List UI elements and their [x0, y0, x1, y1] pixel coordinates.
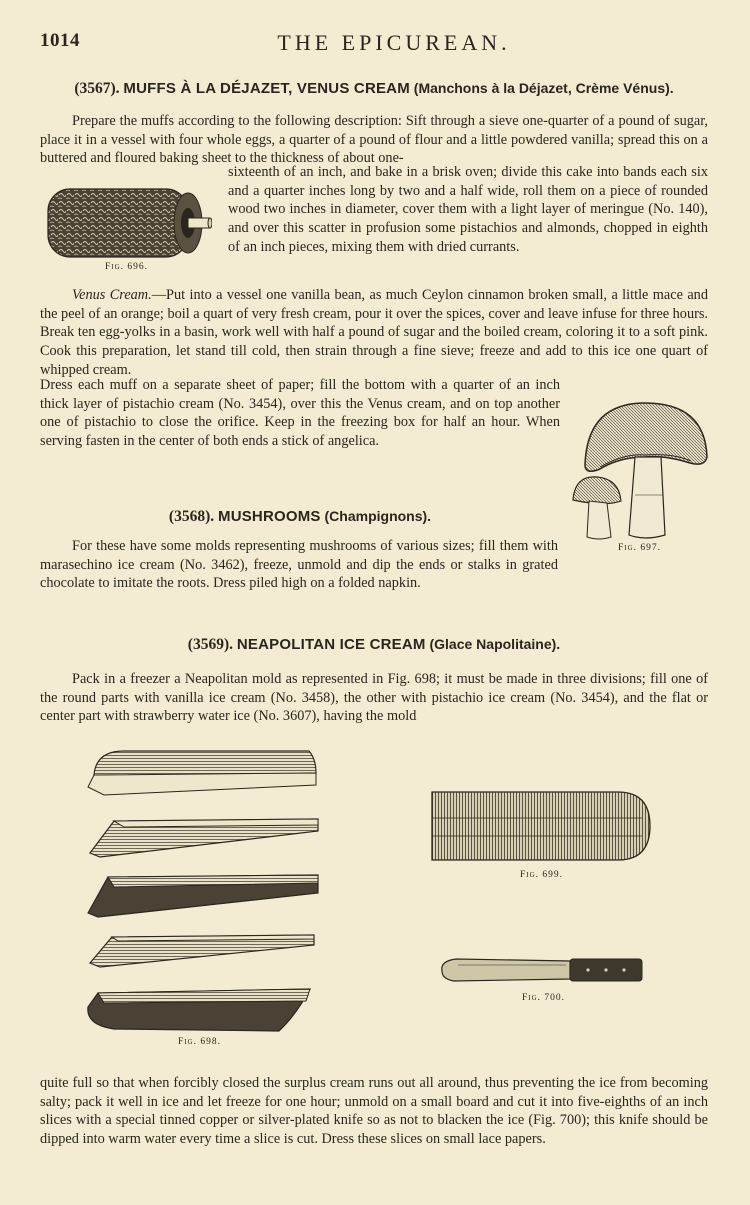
mold-part-rounded-bottom — [88, 989, 310, 1031]
mold-part-rounded-top — [88, 751, 316, 795]
figure-699-caption: Fig. 699. — [520, 870, 564, 880]
recipe-number: (3569). — [187, 636, 233, 653]
recipe-french-name: (Champignons). — [324, 508, 432, 524]
recipe-3567-para2-wrap — [40, 376, 560, 451]
recipe-number: (3567). — [74, 80, 120, 97]
figure-696-muff — [42, 183, 212, 263]
figure-698-caption: Fig. 698. — [178, 1037, 222, 1047]
paragraph — [40, 286, 708, 380]
recipe-3567-para2 — [40, 286, 708, 380]
venus-cream-text: —Put into a vessel one vanilla bean, as much Ceylon cinnamon broken small, a little mace and the peel of an orange; boil a quart of very fresh cream, pour it over the spices, cover and leave infuse for three hours. Break ten egg-yolks in a basin, work well with half a pound of sugar and the boiled cream, coloring it to a soft pink. Cook this preparation, let stand till cold, then strain through a fine sieve; freeze and add to this ice one quart of whipped cream. — [40, 287, 708, 378]
figure-700-knife — [438, 955, 644, 985]
mold-illustration — [84, 745, 324, 1035]
recipe-3568-title — [40, 508, 560, 526]
recipe-name: MUSHROOMS — [218, 508, 321, 525]
knife-illustration — [438, 955, 644, 985]
recipe-3567-para1-wrap — [228, 163, 708, 257]
recipe-french-name: (Glace Napolitaine). — [429, 636, 561, 652]
closed-mold-illustration — [428, 788, 653, 866]
paragraph: For these have some molds representing mushrooms of various sizes; fill them with marasechino ice cream (No. 3462), freeze, unmold and dip the ends or stalks in grated chocolate to imitate the roots. Dress piled high on a folded napkin. — [40, 538, 558, 592]
recipe-3568-text — [40, 537, 708, 593]
figure-698-neapolitan-mold — [84, 745, 324, 1035]
paragraph: quite full so that when forcibly closed the surplus cream runs out all around, thus preventing the ice from becoming salty; pack it well in ice and let freeze for one hour; unmold on a small board and cut it into five-eighths of an inch slices with a special tinned copper or silver-plated knife so as not to blacken the ice (Fig. 700); this knife should be dipped into warm water every time a slice is cut. Dress these slices on small lace papers. — [40, 1075, 708, 1148]
running-title: THE EPICUREAN. — [277, 30, 511, 55]
recipe-name: MUFFS À LA DÉJAZET, VENUS CREAM — [123, 80, 410, 97]
paragraph: Prepare the muffs according to the following description: Sift through a sieve one-quarter of a pound of sugar, place it in a vessel with four whole eggs, a quarter of a pound of flour and a little powdered vanilla; spread this on a buttered and floured baking sheet to the thickness of about one- — [40, 113, 708, 167]
figure-700-caption: Fig. 700. — [522, 993, 566, 1003]
recipe-3569-text2 — [40, 1074, 708, 1149]
paragraph: Pack in a freezer a Neapolitan mold as represented in Fig. 698; it must be made in three divisions; fill one of the round parts with vanilla ice cream (No. 3458), the other with pistachio ice cream (No. 3454), and the flat or center part with strawberry water ice (No. 3607), having the mold — [40, 671, 708, 725]
muff-illustration — [42, 183, 212, 263]
page-header — [40, 30, 708, 54]
figure-697-caption: Fig. 697. — [618, 543, 662, 553]
recipe-3567-title — [40, 80, 708, 98]
figure-696-caption: Fig. 696. — [105, 262, 149, 272]
recipe-name: NEAPOLITAN ICE CREAM — [236, 636, 426, 653]
mold-part-frame — [90, 935, 314, 967]
mold-part-flat — [88, 875, 318, 917]
recipe-3567-para1 — [40, 112, 708, 168]
mold-part-tray — [90, 819, 318, 857]
recipe-french-name: (Manchons à la Déjazet, Crème Vénus). — [413, 80, 674, 96]
paragraph: sixteenth of an inch, and bake in a brisk oven; divide this cake into bands each six and a quarter inches long by two and a half wide, roll them on a piece of rounded wood two inches in diameter, cover them with a light layer of meringue (No. 140), and over this scatter in profusion some pistachios and almonds, chopped in eighth of an inch pieces, mixing them with dried currants. — [228, 164, 708, 255]
paragraph: Dress each muff on a separate sheet of paper; fill the bottom with a quarter of an inch thick layer of pistachio cream (No. 3454), over this the Venus cream, and on top another one of pistachio to close the orifice. Keep in the freezing box for half an hour. When serving fasten in the center of both ends a stick of angelica. — [40, 377, 560, 450]
mushroom-illustration — [565, 395, 715, 545]
page-number: 1014 — [40, 30, 80, 51]
figure-697-mushrooms — [565, 395, 715, 545]
figure-699-mold-closed — [428, 788, 653, 866]
recipe-3569-title — [40, 636, 708, 654]
recipe-3569-text1 — [40, 670, 708, 726]
venus-cream-label: Venus Cream. — [72, 287, 152, 303]
recipe-number: (3568). — [168, 508, 215, 525]
